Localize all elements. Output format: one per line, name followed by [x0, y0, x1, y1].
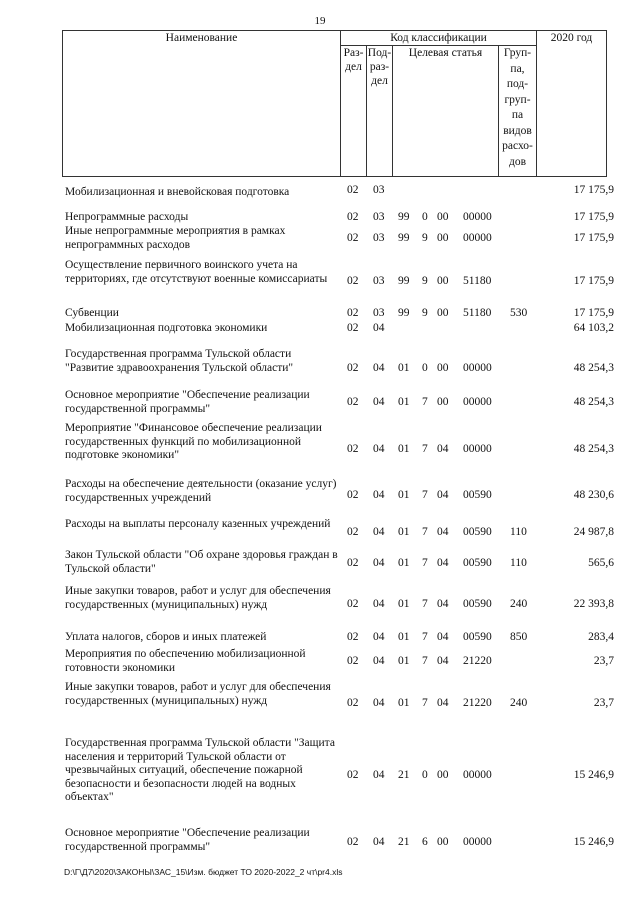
row-prog: 01 [398, 557, 410, 569]
row-mer: 04 [437, 598, 449, 610]
row-podrazdel: 03 [373, 211, 385, 223]
header-podrazdel: Под- раз- дел [367, 46, 393, 177]
row-napr: 21220 [463, 697, 492, 709]
row-prog: 01 [398, 697, 410, 709]
row-podrazdel: 04 [373, 443, 385, 455]
row-napr: 21220 [463, 655, 492, 667]
header-target-article: Целевая статья [393, 46, 499, 177]
row-podrazdel: 04 [373, 598, 385, 610]
row-grp: 850 [510, 631, 528, 643]
row-podrazdel: 04 [373, 769, 385, 781]
row-amount: 48 254,3 [573, 443, 614, 455]
row-prog: 99 [398, 307, 410, 319]
row-podrazdel: 04 [373, 655, 385, 667]
row-name: Закон Тульской области "Об охране здоровья граждан в Тульской области" [65, 549, 338, 575]
row-sub: 9 [422, 307, 428, 319]
row-prog: 01 [398, 631, 410, 643]
row-sub: 7 [422, 489, 428, 501]
row-prog: 01 [398, 489, 410, 501]
row-napr: 00000 [463, 211, 492, 223]
row-mer: 00 [437, 275, 449, 287]
row-razdel: 02 [347, 443, 359, 455]
row-sub: 9 [422, 275, 428, 287]
row-grp: 110 [510, 557, 527, 569]
row-podrazdel: 04 [373, 322, 385, 334]
row-amount: 48 230,6 [573, 489, 614, 501]
row-name: Основное мероприятие "Обеспечение реализации государственной программы" [65, 827, 310, 853]
row-sub: 7 [422, 526, 428, 538]
row-razdel: 02 [347, 557, 359, 569]
row-mer: 00 [437, 307, 449, 319]
row-razdel: 02 [347, 307, 359, 319]
row-amount: 15 246,9 [573, 836, 614, 848]
row-amount: 24 987,8 [573, 526, 614, 538]
row-sub: 7 [422, 697, 428, 709]
row-podrazdel: 04 [373, 396, 385, 408]
row-razdel: 02 [347, 526, 359, 538]
row-podrazdel: 03 [373, 184, 385, 196]
row-name: Иные закупки товаров, работ и услуг для обеспечения государственных (муниципальных) нужд [65, 585, 331, 611]
row-mer: 04 [437, 631, 449, 643]
row-name: Государственная программа Тульской области "Защита населения и территорий Тульской области от чрезвычайных ситуаций, обеспечение пожарной безопасности и безопасности людей на водных объектах" [65, 737, 335, 803]
row-name: Субвенции [65, 307, 119, 319]
row-napr: 00590 [463, 557, 492, 569]
row-razdel: 02 [347, 836, 359, 848]
row-prog: 01 [398, 396, 410, 408]
row-amount: 17 175,9 [573, 232, 614, 244]
row-napr: 00000 [463, 836, 492, 848]
row-amount: 565,6 [588, 557, 614, 569]
row-grp: 530 [510, 307, 528, 319]
row-prog: 99 [398, 275, 410, 287]
row-sub: 7 [422, 396, 428, 408]
row-prog: 21 [398, 769, 410, 781]
row-napr: 00000 [463, 362, 492, 374]
row-amount: 17 175,9 [573, 307, 614, 319]
row-sub: 7 [422, 598, 428, 610]
row-mer: 00 [437, 211, 449, 223]
row-sub: 0 [422, 211, 428, 223]
row-napr: 00000 [463, 443, 492, 455]
row-amount: 48 254,3 [573, 362, 614, 374]
row-prog: 99 [398, 232, 410, 244]
row-sub: 6 [422, 836, 428, 848]
row-mer: 04 [437, 526, 449, 538]
row-name: Мероприятие "Финансовое обеспечение реализации государственных функций по мобилизационной подготовке экономики" [65, 422, 322, 461]
row-prog: 21 [398, 836, 410, 848]
row-napr: 00590 [463, 526, 492, 538]
row-napr: 00590 [463, 631, 492, 643]
row-amount: 48 254,3 [573, 396, 614, 408]
row-napr: 00000 [463, 232, 492, 244]
header-razdel: Раз- дел [341, 46, 367, 177]
row-prog: 01 [398, 362, 410, 374]
row-sub: 7 [422, 655, 428, 667]
row-name: Государственная программа Тульской области "Развитие здравоохранения Тульской области" [65, 348, 294, 374]
row-amount: 15 246,9 [573, 769, 614, 781]
footer-file-path: D:\Г\Д7\2020\ЗАКОНЫ\ЗАС_15\Изм. бюджет ТО 2020-2022_2 чт\pr4.xls [64, 867, 343, 877]
row-razdel: 02 [347, 211, 359, 223]
row-amount: 22 393,8 [573, 598, 614, 610]
row-napr: 00000 [463, 396, 492, 408]
header-group: Груп- па, под- груп- па видов расхо- дов [499, 46, 537, 177]
row-prog: 01 [398, 443, 410, 455]
row-podrazdel: 03 [373, 307, 385, 319]
row-name: Осуществление первичного воинского учета на территориях, где отсутствуют военные комиссариаты [65, 259, 328, 285]
row-razdel: 02 [347, 184, 359, 196]
header-year: 2020 год [537, 31, 607, 177]
row-name: Уплата налогов, сборов и иных платежей [65, 631, 267, 643]
row-mer: 04 [437, 697, 449, 709]
row-mer: 04 [437, 557, 449, 569]
row-podrazdel: 04 [373, 557, 385, 569]
row-razdel: 02 [347, 322, 359, 334]
row-podrazdel: 04 [373, 362, 385, 374]
row-mer: 00 [437, 836, 449, 848]
row-amount: 64 103,2 [573, 322, 614, 334]
row-prog: 01 [398, 655, 410, 667]
row-amount: 17 175,9 [573, 184, 614, 196]
row-prog: 01 [398, 598, 410, 610]
row-grp: 240 [510, 598, 528, 610]
page-number: 19 [314, 15, 326, 27]
row-sub: 7 [422, 631, 428, 643]
row-napr: 51180 [463, 307, 492, 319]
row-prog: 99 [398, 211, 410, 223]
row-name: Мобилизационная и вневойсковая подготовка [65, 186, 290, 198]
row-podrazdel: 04 [373, 836, 385, 848]
row-razdel: 02 [347, 396, 359, 408]
row-razdel: 02 [347, 697, 359, 709]
row-name: Мероприятия по обеспечению мобилизационной готовности экономики [65, 648, 306, 674]
row-name: Расходы на обеспечение деятельности (оказание услуг) государственных учреждений [65, 478, 337, 504]
row-razdel: 02 [347, 655, 359, 667]
row-napr: 00590 [463, 598, 492, 610]
row-grp: 240 [510, 697, 528, 709]
row-podrazdel: 04 [373, 697, 385, 709]
row-name: Расходы на выплаты персоналу казенных учреждений [65, 518, 331, 530]
row-amount: 23,7 [593, 655, 614, 667]
header-classification-code: Код классификации [341, 31, 537, 46]
row-amount: 17 175,9 [573, 275, 614, 287]
row-mer: 04 [437, 443, 449, 455]
row-podrazdel: 04 [373, 631, 385, 643]
row-grp: 110 [510, 526, 527, 538]
row-sub: 0 [422, 362, 428, 374]
row-amount: 23,7 [593, 697, 614, 709]
row-razdel: 02 [347, 275, 359, 287]
row-podrazdel: 04 [373, 489, 385, 501]
row-razdel: 02 [347, 769, 359, 781]
row-name: Основное мероприятие "Обеспечение реализации государственной программы" [65, 389, 310, 415]
row-mer: 00 [437, 396, 449, 408]
row-razdel: 02 [347, 598, 359, 610]
row-mer: 00 [437, 769, 449, 781]
row-podrazdel: 03 [373, 232, 385, 244]
row-razdel: 02 [347, 489, 359, 501]
header-name: Наименование [63, 31, 341, 177]
row-mer: 00 [437, 362, 449, 374]
row-sub: 7 [422, 557, 428, 569]
row-name: Непрограммные расходы [65, 211, 189, 223]
row-razdel: 02 [347, 631, 359, 643]
row-sub: 0 [422, 769, 428, 781]
row-mer: 04 [437, 489, 449, 501]
row-razdel: 02 [347, 362, 359, 374]
row-mer: 04 [437, 655, 449, 667]
row-sub: 9 [422, 232, 428, 244]
row-name: Иные закупки товаров, работ и услуг для обеспечения государственных (муниципальных) нужд [65, 681, 331, 707]
row-name: Иные непрограммные мероприятия в рамках непрограммных расходов [65, 225, 286, 251]
row-napr: 00590 [463, 489, 492, 501]
row-napr: 51180 [463, 275, 492, 287]
row-sub: 7 [422, 443, 428, 455]
row-amount: 17 175,9 [573, 211, 614, 223]
row-prog: 01 [398, 526, 410, 538]
row-mer: 00 [437, 232, 449, 244]
row-podrazdel: 04 [373, 526, 385, 538]
row-amount: 283,4 [588, 631, 614, 643]
row-name: Мобилизационная подготовка экономики [65, 322, 268, 334]
row-razdel: 02 [347, 232, 359, 244]
row-podrazdel: 03 [373, 275, 385, 287]
row-napr: 00000 [463, 769, 492, 781]
